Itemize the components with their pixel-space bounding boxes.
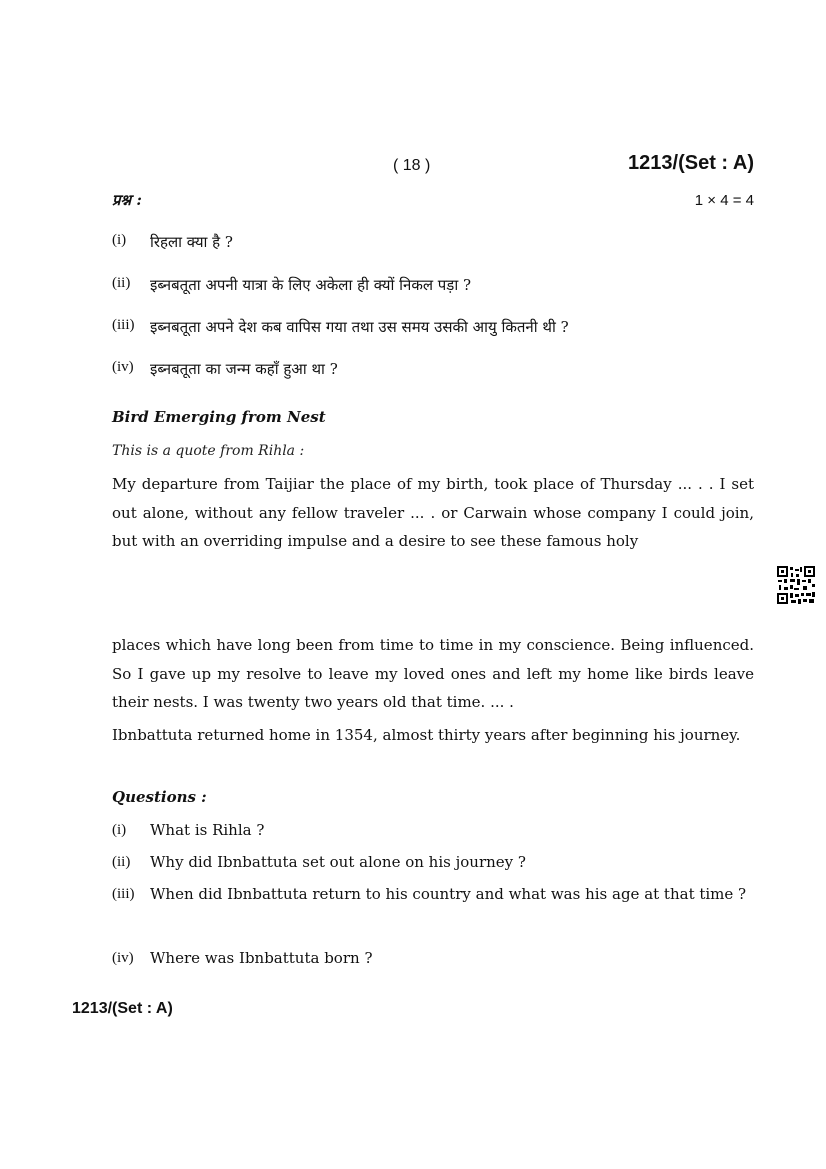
hindi-question <box>112 232 233 252</box>
question-number: (i) <box>112 232 127 248</box>
paper-code-footer: 1213/(Set : A) <box>72 1000 173 1017</box>
question-text: When did Ibnbattuta return to his country and what was his age at that time ? <box>150 885 747 903</box>
english-question <box>112 814 754 846</box>
question-text: इब्नबतूता अपनी यात्रा के लिए अकेला ही क्यों निकल पड़ा ? <box>150 276 472 294</box>
passage-text: My departure from Taijiar the place of my birth, took place of Thursday ... . . I set out alone, without any fellow traveler ... . or Carwain whose company I could join, but with an overriding impulse and a desire to see these famous holy <box>112 475 754 550</box>
question-text: Why did Ibnbattuta set out alone on his journey ? <box>150 853 526 871</box>
question-text: इब्नबतूता का जन्म कहाँ हुआ था ? <box>150 360 338 378</box>
hindi-question <box>112 359 338 379</box>
question-number: (ii) <box>112 854 131 870</box>
hindi-question <box>112 317 569 337</box>
question-text: What is Rihla ? <box>150 821 265 839</box>
passage-paragraph-1 <box>112 470 754 556</box>
qr-code-icon <box>776 565 816 605</box>
question-number: (i) <box>112 822 127 838</box>
passage-intro: This is a quote from Rihla : <box>112 443 305 459</box>
page-number: ( 18 ) <box>393 157 431 174</box>
question-text: Where was Ibnbattuta born ? <box>150 949 373 967</box>
english-question <box>112 878 754 910</box>
question-number: (ii) <box>112 275 131 291</box>
question-text: रिहला क्या है ? <box>150 233 233 251</box>
hindi-questions-label: प्रश्न : <box>112 191 142 209</box>
question-number: (iii) <box>112 886 135 902</box>
hindi-question <box>112 275 471 295</box>
passage-paragraph-2 <box>112 631 754 717</box>
passage-paragraph-3 <box>112 720 754 751</box>
english-question <box>112 942 754 974</box>
question-number: (iv) <box>112 359 134 375</box>
question-number: (iii) <box>112 317 135 333</box>
questions-heading: Questions : <box>112 788 207 806</box>
passage-title: Bird Emerging from Nest <box>112 408 326 426</box>
marks-allocation: 1 × 4 = 4 <box>694 192 754 209</box>
english-question <box>112 846 754 878</box>
passage-text: places which have long been from time to time in my conscience. Being influenced. So I gave up my resolve to leave my loved ones and left my home like birds leave their nests. I was twenty two years old that time. ... . <box>112 636 754 711</box>
passage-text: Ibnbattuta returned home in 1354, almost thirty years after beginning his journey. <box>112 726 741 744</box>
paper-code-header: 1213/(Set : A) <box>628 152 754 174</box>
question-text: इब्नबतूता अपने देश कब वापिस गया तथा उस समय उसकी आयु कितनी थी ? <box>150 318 569 336</box>
question-number: (iv) <box>112 950 134 966</box>
